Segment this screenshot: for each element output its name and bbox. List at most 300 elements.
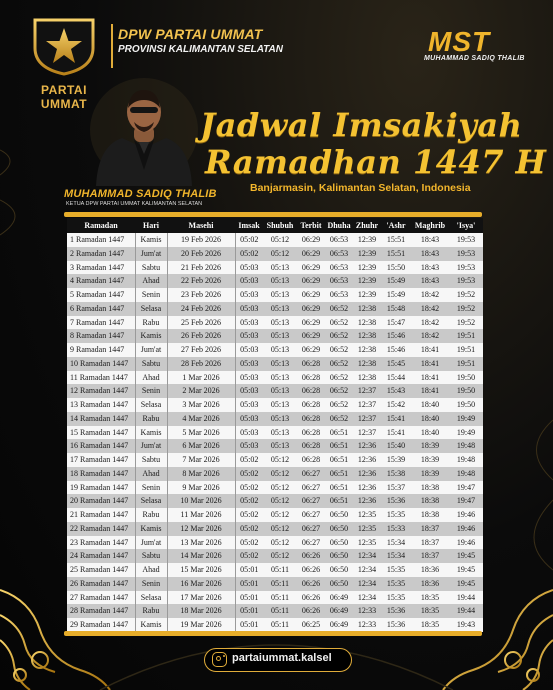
table-cell: 06:29 (297, 329, 325, 343)
table-row (67, 371, 483, 385)
table-cell: 18:37 (411, 549, 449, 563)
table-cell: 15:49 (381, 288, 411, 302)
table-row (67, 522, 483, 536)
table-cell: 12:33 (353, 618, 381, 632)
table-cell: 14 Mar 2026 (167, 549, 235, 563)
table-cell: 18:35 (411, 604, 449, 618)
table-cell: Kamis (135, 233, 167, 247)
star-shield-icon (31, 18, 97, 76)
table-cell: Jum'at (135, 439, 167, 453)
table-cell: 06:52 (325, 398, 353, 412)
schedule-table (67, 218, 483, 632)
table-cell: 05:13 (263, 426, 297, 440)
table-cell: 06:52 (325, 329, 353, 343)
table-cell: 1 Ramadan 1447 (67, 233, 135, 247)
table-cell: 12:38 (353, 343, 381, 357)
table-cell: Selasa (135, 591, 167, 605)
table-cell: 06:29 (297, 274, 325, 288)
table-cell: 05:13 (263, 288, 297, 302)
table-row (67, 426, 483, 440)
table-cell: 15:35 (381, 508, 411, 522)
column-header: Ramadan (67, 218, 135, 233)
table-cell: 12:38 (353, 316, 381, 330)
table-cell: 15:41 (381, 412, 411, 426)
table-cell: 5 Ramadan 1447 (67, 288, 135, 302)
table-cell: 18:36 (411, 577, 449, 591)
table-cell: 29 Ramadan 1447 (67, 618, 135, 632)
table-cell: 4 Mar 2026 (167, 412, 235, 426)
table-cell: 05:02 (235, 549, 263, 563)
table-cell: 15:40 (381, 439, 411, 453)
table-cell: 15:42 (381, 398, 411, 412)
table-cell: 12:36 (353, 481, 381, 495)
table-cell: 19:53 (449, 233, 483, 247)
table-cell: 05:02 (235, 233, 263, 247)
table-cell: 05:13 (263, 261, 297, 275)
table-cell: 15:51 (381, 247, 411, 261)
table-cell: 06:50 (325, 536, 353, 550)
table-cell: 05:02 (235, 508, 263, 522)
table-cell: 06:29 (297, 233, 325, 247)
table-cell: 19 Ramadan 1447 (67, 481, 135, 495)
table-cell: 06:28 (297, 453, 325, 467)
table-cell: 06:26 (297, 549, 325, 563)
table-cell: 05:12 (263, 494, 297, 508)
table-cell: 15:41 (381, 426, 411, 440)
table-cell: 18 Ramadan 1447 (67, 467, 135, 481)
table-cell: 06:29 (297, 302, 325, 316)
table-cell: 06:50 (325, 563, 353, 577)
table-cell: 20 Ramadan 1447 (67, 494, 135, 508)
table-cell: 6 Mar 2026 (167, 439, 235, 453)
table-cell: 18:39 (411, 439, 449, 453)
table-cell: 06:50 (325, 508, 353, 522)
table-cell: 12:39 (353, 261, 381, 275)
table-cell: Ahad (135, 467, 167, 481)
table-cell: 8 Ramadan 1447 (67, 329, 135, 343)
table-cell: Jum'at (135, 536, 167, 550)
table-cell: 06:51 (325, 494, 353, 508)
table-cell: 15:47 (381, 316, 411, 330)
column-header: 'Ashr (381, 218, 411, 233)
table-cell: 18:39 (411, 453, 449, 467)
table-row (67, 536, 483, 550)
table-cell: 12:37 (353, 412, 381, 426)
table-cell: 12 Ramadan 1447 (67, 384, 135, 398)
table-cell: 15:36 (381, 618, 411, 632)
table-cell: 15:35 (381, 591, 411, 605)
table-row (67, 591, 483, 605)
table-cell: 18:42 (411, 302, 449, 316)
table-cell: 17 Ramadan 1447 (67, 453, 135, 467)
column-header: Dhuha (325, 218, 353, 233)
table-cell: 05:11 (263, 563, 297, 577)
table-cell: 18:43 (411, 274, 449, 288)
table-cell: 19 Feb 2026 (167, 233, 235, 247)
table-cell: 15:33 (381, 522, 411, 536)
table-cell: 06:27 (297, 536, 325, 550)
table-cell: 20 Feb 2026 (167, 247, 235, 261)
table-cell: 05:02 (235, 522, 263, 536)
table-cell: 15:50 (381, 261, 411, 275)
table-cell: 06:52 (325, 316, 353, 330)
mst-logo: MST (428, 26, 491, 57)
table-cell: 13 Mar 2026 (167, 536, 235, 550)
table-cell: 05:11 (263, 618, 297, 632)
table-cell: 8 Mar 2026 (167, 467, 235, 481)
header-divider (111, 24, 113, 68)
table-cell: 05:11 (263, 604, 297, 618)
table-cell: 15:36 (381, 494, 411, 508)
table-cell: 15:34 (381, 536, 411, 550)
table-cell: 05:01 (235, 577, 263, 591)
table-cell: 06:28 (297, 426, 325, 440)
table-cell: 06:26 (297, 577, 325, 591)
table-cell: Jum'at (135, 247, 167, 261)
table-cell: Selasa (135, 494, 167, 508)
table-top-bar (64, 212, 482, 217)
table-cell: 05:03 (235, 357, 263, 371)
table-cell: 06:50 (325, 577, 353, 591)
table-cell: 05:02 (235, 467, 263, 481)
table-cell: 12:35 (353, 536, 381, 550)
table-cell: 06:28 (297, 357, 325, 371)
table-cell: 13 Ramadan 1447 (67, 398, 135, 412)
table-cell: 06:51 (325, 481, 353, 495)
table-cell: 21 Ramadan 1447 (67, 508, 135, 522)
table-row (67, 453, 483, 467)
table-cell: 12:34 (353, 577, 381, 591)
table-cell: 06:53 (325, 247, 353, 261)
table-cell: 05:13 (263, 412, 297, 426)
title-line-2: Ramadhan 1447 H (205, 143, 547, 181)
table-row (67, 508, 483, 522)
table-cell: 15 Ramadan 1447 (67, 426, 135, 440)
table-row (67, 288, 483, 302)
table-cell: 05:02 (235, 247, 263, 261)
table-cell: 12:39 (353, 247, 381, 261)
table-cell: Ahad (135, 274, 167, 288)
table-cell: Kamis (135, 522, 167, 536)
table-cell: 05:01 (235, 563, 263, 577)
table-row (67, 563, 483, 577)
org-title: DPW PARTAI UMMAT (118, 26, 263, 42)
table-cell: 05:03 (235, 398, 263, 412)
table-cell: 06:52 (325, 302, 353, 316)
table-cell: Rabu (135, 316, 167, 330)
table-cell: 12:39 (353, 233, 381, 247)
table-cell: 18 Mar 2026 (167, 604, 235, 618)
table-cell: 18:43 (411, 261, 449, 275)
table-cell: 05:13 (263, 316, 297, 330)
table-cell: 19:44 (449, 591, 483, 605)
mst-subtitle: MUHAMMAD SADIQ THALIB (424, 55, 525, 62)
table-cell: 06:52 (325, 384, 353, 398)
table-cell: 19:44 (449, 604, 483, 618)
table-cell: 19:49 (449, 426, 483, 440)
table-cell: 15:45 (381, 357, 411, 371)
table-cell: 15:51 (381, 233, 411, 247)
table-cell: 06:29 (297, 247, 325, 261)
table-cell: 15:38 (381, 467, 411, 481)
table-cell: 05:13 (263, 384, 297, 398)
table-cell: 06:28 (297, 439, 325, 453)
column-header: Hari (135, 218, 167, 233)
table-row (67, 604, 483, 618)
table-cell: 12:39 (353, 288, 381, 302)
table-row (67, 316, 483, 330)
table-cell: 06:52 (325, 371, 353, 385)
table-header-row (67, 218, 483, 233)
table-row (67, 329, 483, 343)
table-cell: 06:49 (325, 591, 353, 605)
table-cell: 06:29 (297, 316, 325, 330)
table-cell: 19:47 (449, 481, 483, 495)
table-cell: 18:40 (411, 426, 449, 440)
table-cell: 19:53 (449, 274, 483, 288)
table-row (67, 439, 483, 453)
column-header: Masehi (167, 218, 235, 233)
column-header: Shubuh (263, 218, 297, 233)
table-cell: Sabtu (135, 261, 167, 275)
table-row (67, 274, 483, 288)
table-cell: 06:28 (297, 398, 325, 412)
table-cell: 05:12 (263, 481, 297, 495)
table-cell: 18:40 (411, 398, 449, 412)
table-row (67, 384, 483, 398)
table-cell: 06:49 (325, 604, 353, 618)
org-subtitle: PROVINSI KALIMANTAN SELATAN (118, 44, 283, 55)
table-cell: Ahad (135, 563, 167, 577)
table-cell: 06:27 (297, 467, 325, 481)
table-cell: 06:29 (297, 343, 325, 357)
table-row (67, 357, 483, 371)
table-cell: 05:12 (263, 522, 297, 536)
person-photo (88, 74, 200, 186)
table-cell: 19:51 (449, 329, 483, 343)
table-row (67, 577, 483, 591)
table-cell: 05:03 (235, 426, 263, 440)
table-cell: Kamis (135, 618, 167, 632)
table-cell: 18:42 (411, 329, 449, 343)
table-cell: 18:39 (411, 467, 449, 481)
table-cell: 05:11 (263, 577, 297, 591)
table-cell: 7 Ramadan 1447 (67, 316, 135, 330)
table-cell: 18:38 (411, 494, 449, 508)
table-cell: 05:13 (263, 329, 297, 343)
table-cell: 12:38 (353, 329, 381, 343)
table-cell: 18:41 (411, 357, 449, 371)
table-cell: 19:51 (449, 343, 483, 357)
table-cell: 12:34 (353, 591, 381, 605)
table-cell: 18:41 (411, 371, 449, 385)
title-line-1: Jadwal Imsakiyah (200, 106, 523, 144)
table-cell: 05:13 (263, 371, 297, 385)
table-row (67, 481, 483, 495)
table-cell: 05:13 (263, 398, 297, 412)
table-cell: 16 Mar 2026 (167, 577, 235, 591)
table-cell: 2 Ramadan 1447 (67, 247, 135, 261)
table-cell: 15:46 (381, 329, 411, 343)
table-cell: 05:13 (263, 439, 297, 453)
table-cell: 18:35 (411, 618, 449, 632)
table-cell: 19:48 (449, 439, 483, 453)
table-cell: 06:27 (297, 508, 325, 522)
table-cell: 12:35 (353, 522, 381, 536)
table-cell: 12:36 (353, 494, 381, 508)
table-bottom-bar (64, 631, 482, 636)
table-cell: 06:52 (325, 343, 353, 357)
table-cell: 06:28 (297, 384, 325, 398)
table-cell: 19:51 (449, 357, 483, 371)
table-cell: 15:48 (381, 302, 411, 316)
table-cell: 05:12 (263, 549, 297, 563)
location-text: Banjarmasin, Kalimantan Selatan, Indonesia (250, 182, 471, 194)
table-cell: 05:01 (235, 591, 263, 605)
table-cell: 18:38 (411, 508, 449, 522)
table-cell: Sabtu (135, 549, 167, 563)
table-cell: 05:03 (235, 316, 263, 330)
table-cell: 9 Ramadan 1447 (67, 343, 135, 357)
table-cell: 24 Feb 2026 (167, 302, 235, 316)
table-cell: 18:37 (411, 522, 449, 536)
table-cell: 11 Mar 2026 (167, 508, 235, 522)
table-cell: 19:45 (449, 549, 483, 563)
column-header: 'Isya' (449, 218, 483, 233)
table-cell: 5 Mar 2026 (167, 426, 235, 440)
table-cell: 9 Mar 2026 (167, 481, 235, 495)
table-cell: 06:27 (297, 494, 325, 508)
table-cell: 05:03 (235, 343, 263, 357)
table-cell: 12 Mar 2026 (167, 522, 235, 536)
table-cell: 22 Feb 2026 (167, 274, 235, 288)
table-cell: 19:48 (449, 467, 483, 481)
table-cell: 15:39 (381, 453, 411, 467)
table-cell: 19:52 (449, 288, 483, 302)
table-row (67, 618, 483, 632)
table-cell: 19:53 (449, 261, 483, 275)
table-cell: 26 Ramadan 1447 (67, 577, 135, 591)
table-cell: 18:42 (411, 288, 449, 302)
table-cell: 05:12 (263, 467, 297, 481)
table-cell: Ahad (135, 371, 167, 385)
table-cell: 18:42 (411, 316, 449, 330)
column-header: Maghrib (411, 218, 449, 233)
table-row (67, 467, 483, 481)
table-cell: 11 Ramadan 1447 (67, 371, 135, 385)
table-cell: 06:50 (325, 522, 353, 536)
table-cell: 06:50 (325, 549, 353, 563)
table-cell: Senin (135, 384, 167, 398)
table-cell: 05:13 (263, 274, 297, 288)
table-cell: 18:37 (411, 536, 449, 550)
table-cell: 18:40 (411, 412, 449, 426)
table-cell: 05:03 (235, 412, 263, 426)
table-cell: Senin (135, 288, 167, 302)
table-cell: 10 Ramadan 1447 (67, 357, 135, 371)
table-cell: 14 Ramadan 1447 (67, 412, 135, 426)
table-row (67, 412, 483, 426)
table-cell: 05:12 (263, 247, 297, 261)
instagram-icon (212, 652, 227, 667)
table-cell: 19:50 (449, 398, 483, 412)
table-cell: 18:43 (411, 233, 449, 247)
table-cell: 15:49 (381, 274, 411, 288)
table-cell: 27 Ramadan 1447 (67, 591, 135, 605)
table-cell: 15:46 (381, 343, 411, 357)
table-cell: Rabu (135, 412, 167, 426)
column-header: Terbit (297, 218, 325, 233)
table-cell: 19:46 (449, 522, 483, 536)
table-cell: 12:37 (353, 426, 381, 440)
table-cell: 05:03 (235, 329, 263, 343)
table-cell: 06:26 (297, 563, 325, 577)
table-row (67, 494, 483, 508)
table-cell: 21 Feb 2026 (167, 261, 235, 275)
table-cell: 06:51 (325, 467, 353, 481)
table-cell: 12:38 (353, 302, 381, 316)
table-cell: Senin (135, 577, 167, 591)
column-header: Imsak (235, 218, 263, 233)
table-cell: 06:51 (325, 439, 353, 453)
table-cell: 05:03 (235, 302, 263, 316)
table-cell: Selasa (135, 398, 167, 412)
table-cell: 12:37 (353, 384, 381, 398)
table-cell: Rabu (135, 604, 167, 618)
table-cell: 23 Feb 2026 (167, 288, 235, 302)
table-cell: 19:45 (449, 563, 483, 577)
table-cell: 18:41 (411, 343, 449, 357)
table-cell: Rabu (135, 508, 167, 522)
table-cell: 1 Mar 2026 (167, 371, 235, 385)
table-cell: 06:49 (325, 618, 353, 632)
table-cell: 12:39 (353, 274, 381, 288)
table-cell: Sabtu (135, 453, 167, 467)
table-cell: 15:34 (381, 549, 411, 563)
table-cell: 12:36 (353, 453, 381, 467)
table-cell: 28 Ramadan 1447 (67, 604, 135, 618)
table-cell: 05:12 (263, 453, 297, 467)
table-cell: 19:52 (449, 302, 483, 316)
instagram-handle[interactable]: partaiummat.kalsel (232, 652, 332, 664)
table-cell: 25 Feb 2026 (167, 316, 235, 330)
table-cell: 12:35 (353, 508, 381, 522)
table-cell: 12:33 (353, 604, 381, 618)
table-cell: 19:53 (449, 247, 483, 261)
table-cell: 19:46 (449, 508, 483, 522)
table-cell: 19:52 (449, 316, 483, 330)
table-cell: 15:44 (381, 371, 411, 385)
table-cell: Senin (135, 481, 167, 495)
table-cell: 2 Mar 2026 (167, 384, 235, 398)
table-cell: 12:37 (353, 398, 381, 412)
table-cell: 06:26 (297, 604, 325, 618)
table-cell: 06:27 (297, 522, 325, 536)
table-cell: 06:53 (325, 274, 353, 288)
table-cell: 19:49 (449, 412, 483, 426)
table-cell: 17 Mar 2026 (167, 591, 235, 605)
table-cell: 15 Mar 2026 (167, 563, 235, 577)
table-cell: 06:27 (297, 481, 325, 495)
table-row (67, 549, 483, 563)
table-cell: 18:36 (411, 563, 449, 577)
table-cell: 06:52 (325, 412, 353, 426)
table-cell: 19:48 (449, 453, 483, 467)
table-cell: 05:03 (235, 288, 263, 302)
table-cell: 05:03 (235, 384, 263, 398)
table-cell: 06:26 (297, 591, 325, 605)
table-cell: 25 Ramadan 1447 (67, 563, 135, 577)
